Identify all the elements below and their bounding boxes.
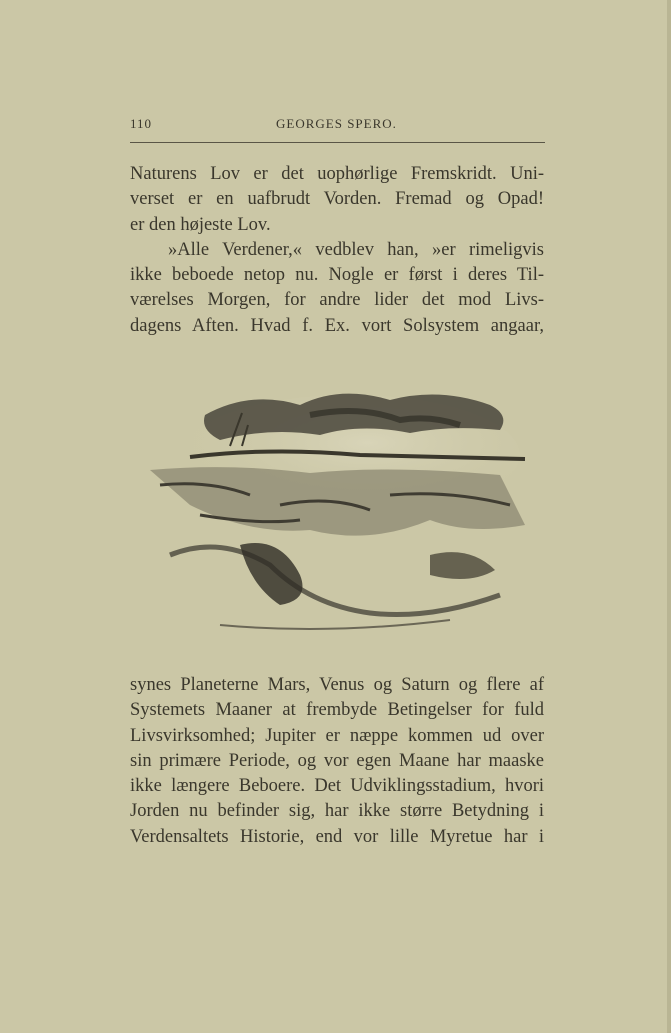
text-block-bottom (130, 673, 544, 850)
text-line: verset er en uafbrudt Vorden. Fremad og Opad! (130, 189, 544, 210)
text-line: værelses Morgen, for andre lider det mod Livs- (130, 290, 544, 311)
seascape-illustration (130, 385, 540, 640)
text-line: sin primære Periode, og vor egen Maane har maaske (130, 750, 544, 771)
text-line: Naturens Lov er det uophørlige Fremskridt. Uni- (130, 164, 544, 184)
text-line: »Alle Verdener,« vedblev han, »er rimeligvis (168, 239, 544, 260)
text-line: Livsvirksomhed; Jupiter er næppe kommen ud over (130, 725, 544, 746)
text-line: ikke længere Beboere. Det Udviklingsstadium, hvori (130, 776, 544, 797)
text-block-top (130, 162, 544, 339)
text-line: Systemets Maaner at frembyde Betingelser for fuld (130, 700, 544, 721)
text-line: ikke beboede netop nu. Nogle er først i deres Til- (130, 265, 544, 286)
page-number: 110 (130, 116, 153, 131)
text-line: Verdensaltets Historie, end vor lille Myretue har i (130, 826, 544, 847)
header-rule (130, 142, 545, 143)
text-line: er den højeste Lov. (130, 214, 271, 235)
running-header (130, 116, 545, 136)
page-edge (667, 0, 671, 1033)
running-title: GEORGES SPERO. (276, 116, 397, 131)
text-line: dagens Aften. Hvad f. Ex. vort Solsystem angaar, (130, 315, 544, 336)
text-line: Jorden nu befinder sig, har ikke større Betydning i (130, 801, 544, 822)
text-line: synes Planeterne Mars, Venus og Saturn og flere af (130, 675, 544, 695)
